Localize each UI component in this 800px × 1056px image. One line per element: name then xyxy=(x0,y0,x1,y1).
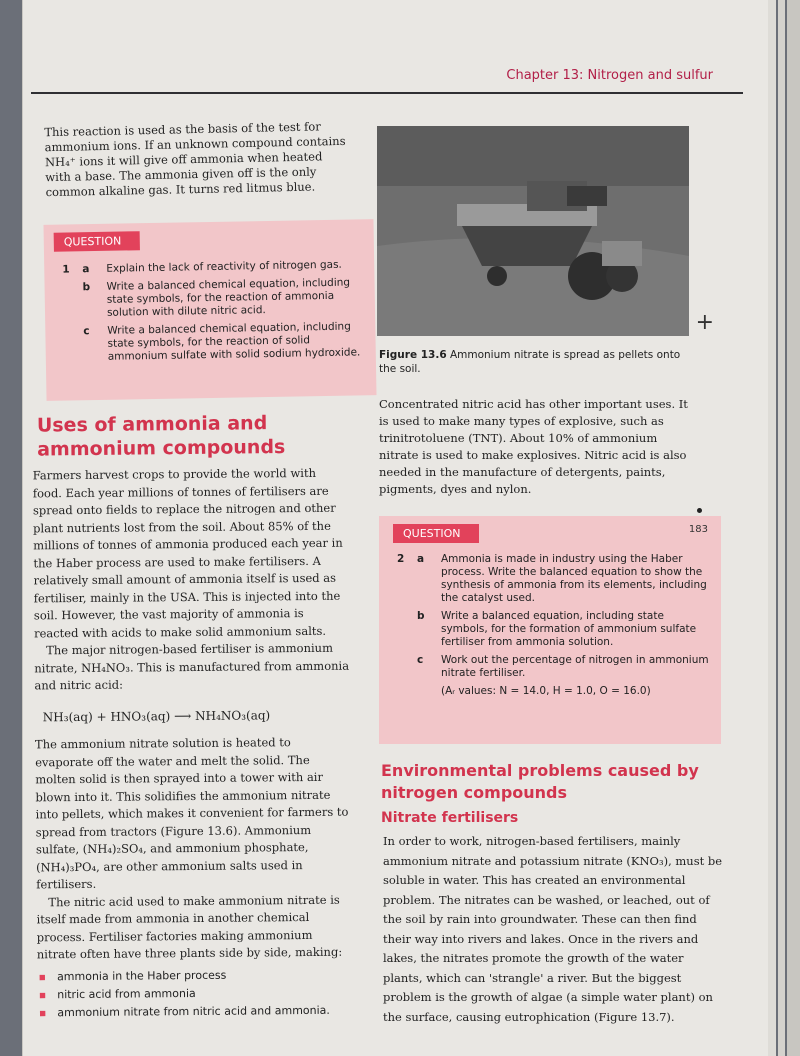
question-label: QUESTION xyxy=(393,524,479,543)
uses-body xyxy=(33,465,353,1022)
environment-paragraph: In order to work, nitrogen-based fertilisers, mainly ammonium nitrate and potassium nitrate (KNO₃), must be soluble in water. This has created an environmental problem. The nitrates can be washed, or leached, out of the soil by rain into groundwater. These can then find their way into rivers and lakes. Once in the rivers and lakes, the nitrates promote the growth of the water plants, which can 'strangle' a river. But the biggest problem is the growth of algae (a simple water plant) on the surface, causing eutrophication (Figure 13.7). xyxy=(383,834,723,1024)
section-heading-environment: Environmental problems caused by nitrogen compounds xyxy=(381,761,699,802)
subheading-nitrate: Nitrate fertilisers xyxy=(381,810,519,826)
question-text: Write a balanced equation, including state symbols, for the formation of ammonium sulfate fertiliser from ammonia solution. xyxy=(441,610,697,648)
section-heading-uses: Uses of ammonia and ammonium compounds xyxy=(36,412,286,461)
question-item xyxy=(44,258,374,277)
paragraph: The nitric acid used to make ammonium nitrate is itself made from ammonia in another chemical process. Fertiliser factories making ammonium nitrate often have three plants side by side, making: xyxy=(36,892,343,962)
list-item: ■ nitric acid from ammonia xyxy=(37,983,352,1004)
figure-caption-text: Ammonium nitrate is spread as pellets onto the soil. xyxy=(379,349,681,375)
question-text: (Aᵣ values: N = 14.0, H = 1.0, O = 16.0) xyxy=(441,685,651,697)
question-label: QUESTION xyxy=(54,231,140,251)
equation: NH₃(aq) + HNO₃(aq) ⟶ NH₄NO₃(aq) xyxy=(42,707,271,724)
question-letter: c xyxy=(83,325,90,338)
question-text: Work out the percentage of nitrogen in ammonium nitrate fertiliser. xyxy=(441,654,709,679)
chapter-title: Chapter 13: Nitrogen and sulfur xyxy=(506,68,713,83)
book-page xyxy=(22,0,768,1056)
bullet-dot xyxy=(697,508,702,513)
page-edge xyxy=(787,0,800,1056)
question-letter: a xyxy=(417,553,425,565)
figure-label: Figure 13.6 xyxy=(379,349,447,361)
crosshair-mark: + xyxy=(695,310,714,335)
question-letter: c xyxy=(417,654,424,666)
question-box-2 xyxy=(379,516,721,744)
question-item xyxy=(379,553,721,605)
question-item xyxy=(379,610,721,649)
page-edge xyxy=(778,0,785,1056)
question-number: 1 xyxy=(62,263,70,276)
question-text: Write a balanced chemical equation, including state symbols, for the reaction of ammonia solution with dilute nitric acid. xyxy=(106,276,351,319)
tractor-spreader-image xyxy=(377,126,689,336)
question-list xyxy=(379,553,721,698)
question-item xyxy=(44,276,375,321)
paragraph: Farmers harvest crops to provide the world with food. Each year millions of tonnes of fertilisers are spread onto fields to replace the nitrogen and other plant nutrients lost from the soil. About 85% of the millions of tonnes of ammonia produced each year in the Haber process are used to make fertilisers. A relatively small amount of ammonia itself is used as fertiliser, mainly in the USA. This is injected into the soil. However, the vast majority of ammonia is reacted with acids to make solid ammonium salts. xyxy=(32,465,343,640)
question-item xyxy=(45,320,376,365)
question-text: Ammonia is made in industry using the Haber process. Write the balanced equation to show the synthesis of ammonia from its elements, including the catalyst used. xyxy=(441,553,707,604)
intro-paragraph: This reaction is used as the basis of the test for ammonium ions. If an unknown compound contains NH₄⁺ ions it will give off ammonia when heated with a base. The ammonia given off is the only common alkaline gas. It turns red litmus blue. xyxy=(44,119,346,200)
bullet-list xyxy=(37,965,352,1022)
tractor-photo xyxy=(377,126,689,336)
paragraph: The ammonium nitrate solution is heated to evaporate off the water and melt the solid. The molten solid is then sprayed into a tower with air blown into it. This solidifies the ammonium nitrate into pellets, which makes it convenient for farmers to spread from tractors (Figure 13.6). Ammonium sulfate, (NH₄)₂SO₄, and ammonium phosphate, (NH₄)₃PO₄, are other ammonium salts used in fertilisers. xyxy=(34,735,349,892)
question-letter: a xyxy=(82,263,90,276)
page-number: 183 xyxy=(688,524,708,535)
question-item xyxy=(379,654,721,680)
question-letter: b xyxy=(417,610,425,622)
page-header xyxy=(31,64,743,100)
page-edge xyxy=(768,0,776,1056)
question-letter: b xyxy=(82,281,91,294)
header-rule xyxy=(31,92,743,94)
question-text: Write a balanced chemical equation, including state symbols, for the reaction of solid ammonium sulfate with solid sodium hydroxide. xyxy=(107,320,361,363)
question-number: 2 xyxy=(397,553,405,565)
list-item: ■ ammonia in the Haber process xyxy=(37,965,352,986)
question-box-1 xyxy=(43,219,376,401)
question-item xyxy=(379,685,721,698)
question-text: Explain the lack of reactivity of nitrogen gas. xyxy=(106,258,342,275)
question-list xyxy=(44,258,376,365)
figure-caption xyxy=(379,348,689,376)
paragraph: The major nitrogen-based fertiliser is ammonium nitrate, NH₄NO₃. This is manufactured from ammonia and nitric acid: xyxy=(34,640,350,693)
list-item: ■ ammonium nitrate from nitric acid and ammonia. xyxy=(37,1001,352,1022)
nitric-acid-paragraph: Concentrated nitric acid has other important uses. It is used to make many types of explosive, such as trinitrotoluene (TNT). About 10% of ammonium nitrate is used to make explosives. Nitric acid is also needed in the manufacture of detergents, paints, pigments, dyes and nylon. xyxy=(379,397,688,496)
